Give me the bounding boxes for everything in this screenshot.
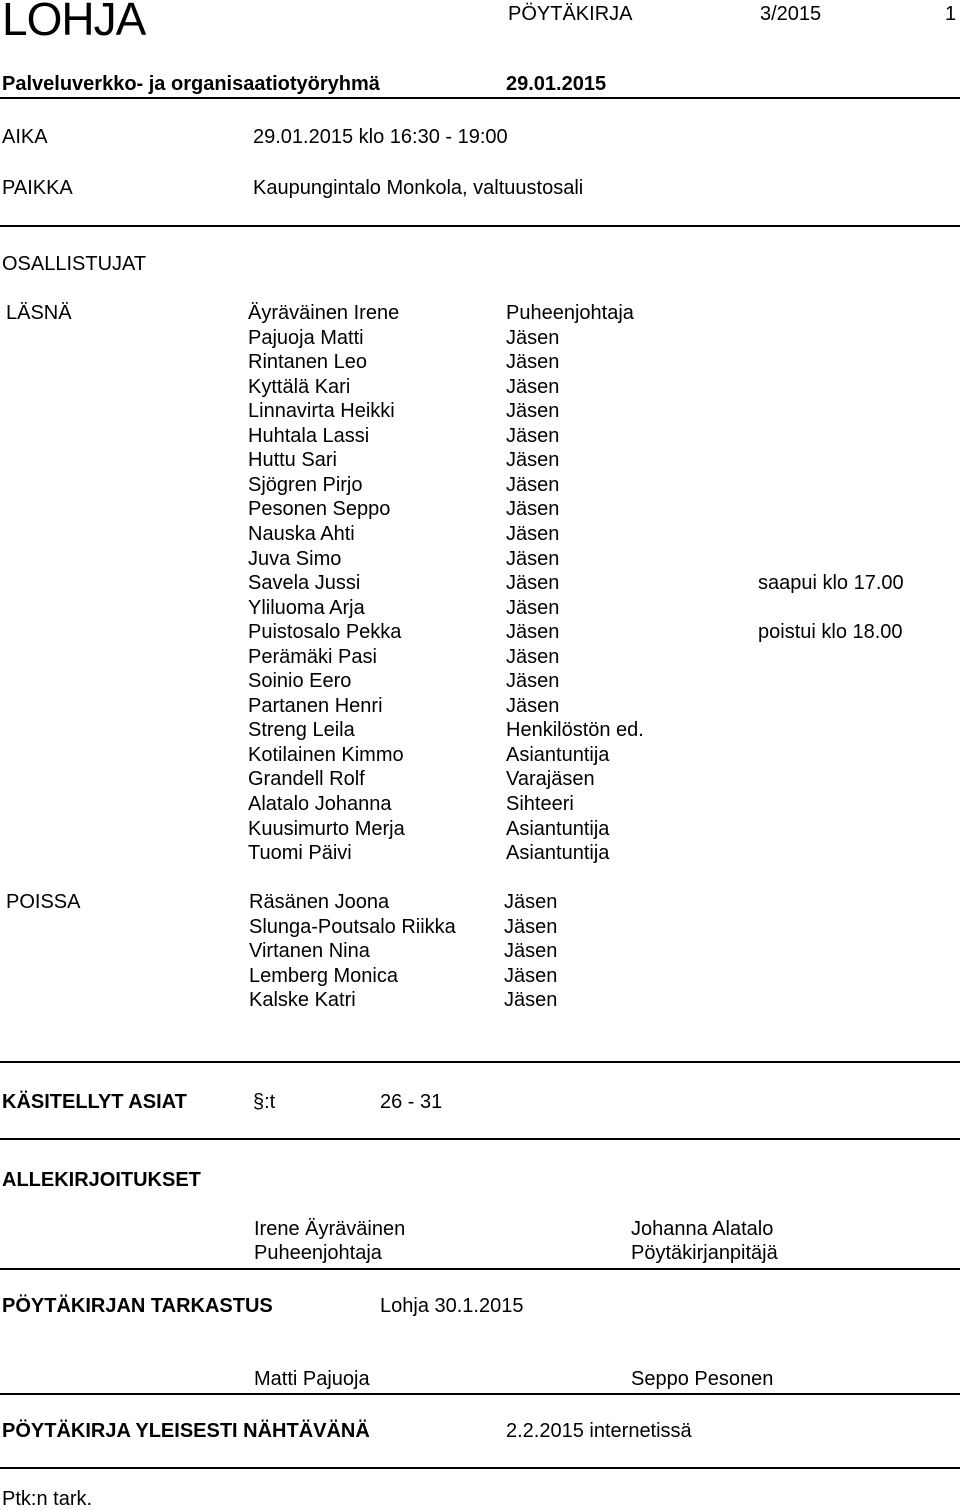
participants-heading: OSALLISTUJAT: [2, 253, 147, 275]
absent-name: Lemberg Monica: [249, 964, 398, 987]
participant-role: Jäsen: [506, 375, 560, 398]
participant-role: Jäsen: [506, 473, 560, 496]
participant-name: Sjögren Pirjo: [248, 473, 363, 496]
public-value: 2.2.2015 internetissä: [506, 1420, 692, 1442]
participant-role: Jäsen: [506, 326, 560, 349]
participant-name: Huttu Sari: [248, 449, 337, 472]
present-row: [0, 302, 960, 326]
participant-role: Jäsen: [506, 621, 560, 644]
lohja-logo: LOHJA: [2, 0, 146, 45]
meeting-date: 29.01.2015: [506, 73, 607, 95]
secretary-role: Pöytäkirjanpitäjä: [631, 1242, 778, 1264]
present-row: [0, 523, 960, 547]
participant-name: Rintanen Leo: [248, 351, 367, 374]
reviewer-1: Matti Pajuoja: [254, 1368, 370, 1390]
participant-name: Pesonen Seppo: [248, 498, 391, 521]
participant-name: Huhtala Lassi: [248, 424, 370, 447]
present-row: [0, 842, 960, 866]
working-group-name: Palveluverkko- ja organisaatiotyöryhmä: [2, 73, 380, 95]
participant-role: Varajäsen: [506, 768, 595, 791]
participant-name: Alatalo Johanna: [248, 793, 392, 815]
absent-row: [0, 965, 960, 989]
participant-role: Jäsen: [506, 547, 560, 570]
public-label: PÖYTÄKIRJA YLEISESTI NÄHTÄVÄNÄ: [2, 1420, 370, 1442]
review-label: PÖYTÄKIRJAN TARKASTUS: [2, 1295, 273, 1317]
participant-note: saapui klo 17.00: [758, 572, 904, 595]
time-value: 29.01.2015 klo 16:30 - 19:00: [253, 126, 508, 148]
matters-range: 26 - 31: [380, 1091, 443, 1113]
participant-name: Perämäki Pasi: [248, 645, 377, 668]
participant-name: Kuusimurto Merja: [248, 817, 405, 840]
time-label: AIKA: [2, 126, 48, 148]
participant-name: Soinio Eero: [248, 670, 352, 693]
participant-role: Jäsen: [506, 596, 560, 619]
participant-name: Kyttälä Kari: [248, 375, 351, 398]
participant-role: Jäsen: [506, 522, 560, 545]
present-row: [0, 670, 960, 694]
participant-role: Asiantuntija: [506, 817, 610, 840]
present-row: [0, 695, 960, 719]
place-value: Kaupungintalo Monkola, valtuustosali: [253, 177, 584, 199]
participant-role: Jäsen: [506, 449, 560, 472]
chair-name: Irene Äyräväinen: [254, 1218, 406, 1240]
public-divider: [0, 1467, 960, 1469]
present-row: [0, 818, 960, 842]
absent-name: Kalske Katri: [249, 989, 356, 1011]
absent-role: Jäsen: [504, 915, 558, 938]
absent-row: [0, 916, 960, 940]
present-row: [0, 572, 960, 596]
participant-name: Äyräväinen Irene: [248, 302, 400, 324]
present-label: LÄSNÄ: [6, 302, 72, 324]
present-row: [0, 327, 960, 351]
participant-name: Streng Leila: [248, 719, 355, 742]
participant-role: Asiantuntija: [506, 842, 610, 865]
participant-name: Kotilainen Kimmo: [248, 743, 404, 766]
header-divider: [0, 97, 960, 99]
present-row: [0, 597, 960, 621]
absent-name: Slunga-Poutsalo Riikka: [249, 915, 456, 938]
matters-label: KÄSITELLYT ASIAT: [2, 1091, 187, 1113]
participant-role: Jäsen: [506, 572, 560, 595]
participant-role: Sihteeri: [506, 793, 574, 815]
matters-divider: [0, 1138, 960, 1140]
participant-name: Puistosalo Pekka: [248, 621, 402, 644]
participant-role: Jäsen: [506, 694, 560, 717]
present-row: [0, 498, 960, 522]
participant-note: poistui klo 18.00: [758, 621, 903, 644]
participant-name: Nauska Ahti: [248, 522, 355, 545]
absent-row: [0, 891, 960, 915]
present-row: [0, 376, 960, 400]
reviewer-2: Seppo Pesonen: [631, 1368, 774, 1390]
participant-name: Linnavirta Heikki: [248, 400, 395, 423]
present-row: [0, 621, 960, 645]
present-row: [0, 351, 960, 375]
participant-role: Jäsen: [506, 424, 560, 447]
participant-name: Tuomi Päivi: [248, 842, 352, 865]
document-type: PÖYTÄKIRJA: [508, 3, 633, 25]
participant-name: Savela Jussi: [248, 572, 361, 595]
footer-note: Ptk:n tark.: [2, 1488, 93, 1510]
absent-row: [0, 989, 960, 1013]
document-number: 3/2015: [760, 3, 822, 25]
participant-name: Pajuoja Matti: [248, 326, 364, 349]
present-row: [0, 768, 960, 792]
participant-role: Jäsen: [506, 400, 560, 423]
participant-name: Juva Simo: [248, 547, 342, 570]
participant-role: Jäsen: [506, 351, 560, 374]
absent-role: Jäsen: [504, 989, 558, 1011]
section-mark: §:t: [253, 1091, 276, 1113]
participant-name: Yliluoma Arja: [248, 596, 365, 619]
absent-row: [0, 940, 960, 964]
participant-role: Jäsen: [506, 645, 560, 668]
participant-role: Henkilöstön ed.: [506, 719, 644, 742]
signatures-divider: [0, 1268, 960, 1270]
absent-role: Jäsen: [504, 891, 558, 913]
participant-name: Partanen Henri: [248, 694, 383, 717]
participant-role: Puheenjohtaja: [506, 302, 634, 324]
participant-name: Grandell Rolf: [248, 768, 365, 791]
participants-divider: [0, 1061, 960, 1063]
present-row: [0, 719, 960, 743]
participant-role: Jäsen: [506, 498, 560, 521]
present-row: [0, 474, 960, 498]
present-row: [0, 449, 960, 473]
absent-name: Räsänen Joona: [249, 891, 390, 913]
present-row: [0, 400, 960, 424]
secretary-name: Johanna Alatalo: [631, 1218, 774, 1240]
place-label: PAIKKA: [2, 177, 73, 199]
absent-role: Jäsen: [504, 964, 558, 987]
page-number: 1: [945, 3, 957, 25]
participant-role: Jäsen: [506, 670, 560, 693]
present-row: [0, 646, 960, 670]
chair-role: Puheenjohtaja: [254, 1242, 382, 1264]
review-place-date: Lohja 30.1.2015: [380, 1295, 524, 1317]
present-row: [0, 548, 960, 572]
present-row: [0, 425, 960, 449]
absent-role: Jäsen: [504, 940, 558, 962]
signatures-label: ALLEKIRJOITUKSET: [2, 1169, 201, 1191]
review-divider: [0, 1393, 960, 1395]
present-row: [0, 744, 960, 768]
absent-name: Virtanen Nina: [249, 940, 370, 962]
participant-role: Asiantuntija: [506, 743, 610, 766]
present-row: [0, 793, 960, 817]
absent-label: POISSA: [6, 891, 81, 913]
place-divider: [0, 225, 960, 227]
